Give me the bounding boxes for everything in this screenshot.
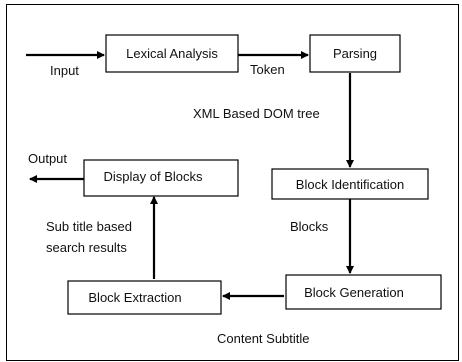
label-xml-dom-tree: XML Based DOM tree xyxy=(193,106,320,121)
node-block-extraction-label: Block Extraction xyxy=(88,290,182,305)
label-subtitle-search-line2: search results xyxy=(46,240,127,255)
label-input: Input xyxy=(50,63,79,78)
label-subtitle-search-line1: Sub title based xyxy=(46,219,133,234)
label-content-subtitle: Content Subtitle xyxy=(217,331,310,346)
node-block-identification-label: Block Identification xyxy=(295,177,405,192)
node-lexical-analysis xyxy=(106,35,238,72)
label-blocks: Blocks xyxy=(290,219,329,234)
node-block-identification xyxy=(272,169,428,199)
node-display-of-blocks xyxy=(84,160,238,196)
node-lexical-analysis-label: Lexical Analysis xyxy=(126,46,218,61)
node-display-of-blocks-label: Display of Blocks xyxy=(103,169,203,184)
node-block-generation xyxy=(286,275,441,309)
node-parsing xyxy=(310,35,400,72)
node-block-extraction xyxy=(68,281,221,314)
node-parsing-label: Parsing xyxy=(332,46,378,61)
label-token: Token xyxy=(250,62,285,77)
label-output: Output xyxy=(28,151,68,166)
node-block-generation-label: Block Generation xyxy=(304,285,404,300)
